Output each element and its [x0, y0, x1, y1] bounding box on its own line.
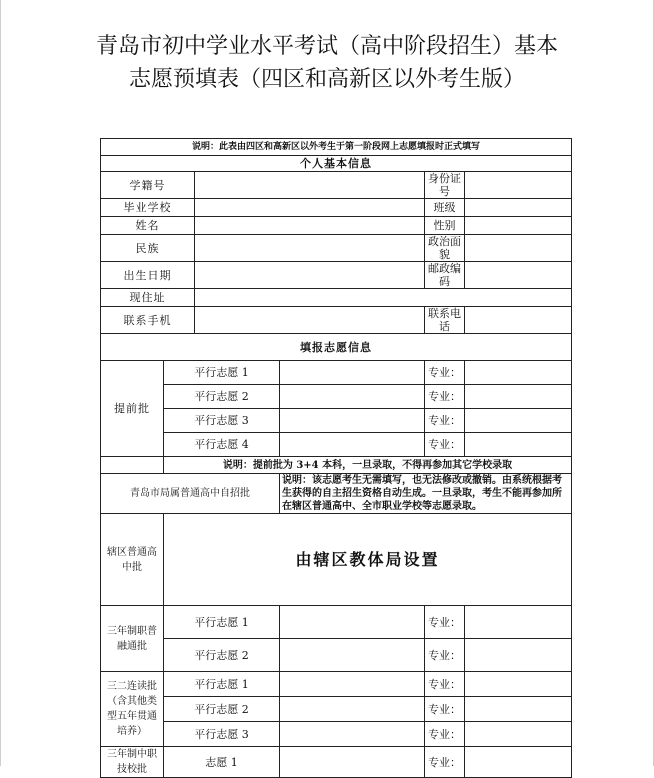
label-gender: 性别: [425, 217, 465, 235]
input-student-id[interactable]: [195, 172, 425, 199]
input-gender[interactable]: [465, 217, 572, 235]
vocational-school-choice-label: 志愿 1: [164, 747, 280, 778]
early-choice-label: 平行志愿 2: [164, 385, 280, 409]
major-label: 专业：: [425, 606, 465, 639]
early-choice-label: 平行志愿 3: [164, 409, 280, 433]
consecutive-choice-label: 平行志愿 2: [164, 697, 280, 722]
note-row: [101, 139, 572, 156]
vocational-school-label: 三年制中职技校批: [101, 747, 164, 778]
input-school[interactable]: [195, 199, 425, 217]
input-name[interactable]: [195, 217, 425, 235]
vocational-choice-label: 平行志愿 2: [164, 639, 280, 672]
early-major-input[interactable]: [465, 361, 572, 385]
early-choice-school-input[interactable]: [280, 385, 425, 409]
early-major-input[interactable]: [465, 385, 572, 409]
title-line-2: 志愿预填表（四区和高新区以外考生版）: [128, 67, 525, 92]
input-address[interactable]: [195, 289, 572, 307]
self-enroll-note: 说明：该志愿考生无需填写，也无法修改或撤销。由系统根据考生获得的自主招生资格自动生成。一旦录取，考生不能再参加所在辖区普通高中、全市职业学校等志愿录取。: [280, 474, 572, 514]
label-name: 姓名: [101, 217, 195, 235]
early-choice-school-input[interactable]: [280, 361, 425, 385]
early-batch-row: [101, 433, 572, 457]
consecutive-choice-school-input[interactable]: [280, 672, 425, 697]
early-batch-row: [101, 385, 572, 409]
label-id-number: 身份证号: [425, 172, 465, 199]
input-id-number[interactable]: [465, 172, 572, 199]
label-school: 毕业学校: [101, 199, 195, 217]
label-ethnicity: 民族: [101, 235, 195, 262]
vocational-3yr-label: 三年制职普融通批: [101, 606, 164, 672]
input-birthdate[interactable]: [195, 262, 425, 289]
vocational-major-input[interactable]: [465, 639, 572, 672]
input-class[interactable]: [465, 199, 572, 217]
consecutive-choice-label: 平行志愿 3: [164, 722, 280, 747]
self-enroll-label: 青岛市局属普通高中自招批: [101, 474, 280, 514]
title-line-1: 青岛市初中学业水平考试（高中阶段招生）基本: [95, 34, 558, 59]
consecutive-choice-school-input[interactable]: [280, 697, 425, 722]
major-label: 专业：: [425, 722, 465, 747]
vocational-choice-school-input[interactable]: [280, 639, 425, 672]
early-choice-label: 平行志愿 1: [164, 361, 280, 385]
input-mobile[interactable]: [195, 307, 425, 334]
personal-row: [101, 307, 572, 334]
personal-row: [101, 199, 572, 217]
personal-row: [101, 217, 572, 235]
early-choice-school-input[interactable]: [280, 433, 425, 457]
major-label: 专业：: [425, 747, 465, 778]
personal-row: [101, 172, 572, 199]
major-label: 专业：: [425, 385, 465, 409]
consecutive-choice-school-input[interactable]: [280, 722, 425, 747]
major-label: 专业：: [425, 672, 465, 697]
label-class: 班级: [425, 199, 465, 217]
early-major-input[interactable]: [465, 409, 572, 433]
consecutive-major-input[interactable]: [465, 672, 572, 697]
major-label: 专业：: [425, 697, 465, 722]
label-postcode: 邮政编码: [425, 262, 465, 289]
early-batch-row: [101, 409, 572, 433]
early-batch-note: 说明：提前批为 3+4 本科，一旦录取，不得再参加其它学校录取: [164, 457, 572, 474]
early-major-input[interactable]: [465, 433, 572, 457]
label-mobile: 联系手机: [101, 307, 195, 334]
label-telephone: 联系电话: [425, 307, 465, 334]
volunteer-section-header: 填报志愿信息: [101, 334, 572, 361]
early-batch-note-spacer: [101, 457, 164, 474]
vocational-major-input[interactable]: [465, 606, 572, 639]
early-batch-label: 提前批: [101, 361, 164, 457]
document-title: [0, 30, 654, 96]
early-choice-label: 平行志愿 4: [164, 433, 280, 457]
major-label: 专业：: [425, 361, 465, 385]
early-choice-school-input[interactable]: [280, 409, 425, 433]
input-ethnicity[interactable]: [195, 235, 425, 262]
input-political-status[interactable]: [465, 235, 572, 262]
label-student-id: 学籍号: [101, 172, 195, 199]
personal-row: [101, 262, 572, 289]
personal-row: [101, 289, 572, 307]
early-batch-row: [101, 361, 572, 385]
major-label: 专业：: [425, 433, 465, 457]
top-note: 说明：此表由四区和高新区以外考生于第一阶段网上志愿填报时正式填写: [101, 139, 572, 156]
vocational-school-major-input[interactable]: [465, 747, 572, 778]
vocational-choice-school-input[interactable]: [280, 606, 425, 639]
district-high-label: 辖区普通高中批: [101, 514, 164, 606]
input-postcode[interactable]: [465, 262, 572, 289]
consecutive-choice-label: 平行志愿 1: [164, 672, 280, 697]
consecutive-major-input[interactable]: [465, 697, 572, 722]
district-high-content: 由辖区教体局设置: [164, 514, 572, 606]
major-label: 专业：: [425, 409, 465, 433]
input-telephone[interactable]: [465, 307, 572, 334]
vocational-school-choice-input[interactable]: [280, 747, 425, 778]
personal-row: [101, 235, 572, 262]
label-birthdate: 出生日期: [101, 262, 195, 289]
label-address: 现住址: [101, 289, 195, 307]
vocational-choice-label: 平行志愿 1: [164, 606, 280, 639]
page-edge-left: [0, 0, 1, 766]
label-political-status: 政治面貌: [425, 235, 465, 262]
volunteer-form-table: [100, 138, 572, 778]
consecutive-label: 三二连读批（含其他类型五年贯通培养）: [101, 672, 164, 747]
major-label: 专业：: [425, 639, 465, 672]
personal-section-header: 个人基本信息: [101, 156, 572, 172]
consecutive-major-input[interactable]: [465, 722, 572, 747]
